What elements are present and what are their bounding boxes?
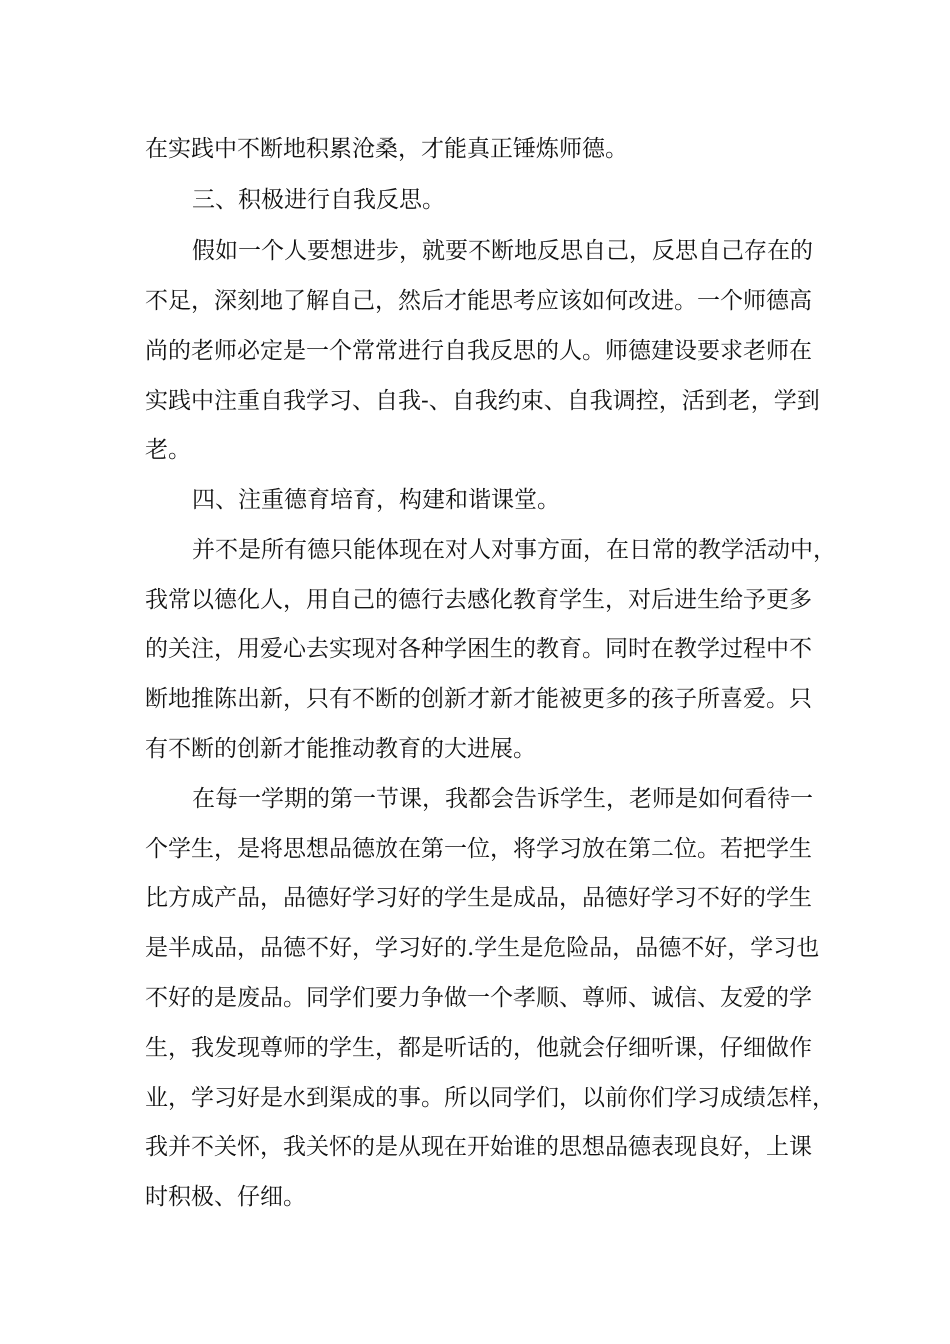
text-line: 我常以德化人，用自己的德行去感化教育学生，对后进生给予更多 — [145, 587, 812, 613]
text-line: 是半成品，品德不好，学习好的.学生是危险品，品德不好，学习也 — [145, 935, 820, 961]
section-heading-4: 四、注重德育培育，构建和谐课堂。 — [192, 487, 560, 513]
text-line: 不足，深刻地了解自己，然后才能思考应该如何改进。一个师德高 — [145, 288, 812, 314]
text-line: 时积极、仔细。 — [145, 1184, 306, 1210]
text-line: 老。 — [145, 437, 191, 463]
text-line: 的关注，用爱心去实现对各种学困生的教育。同时在教学过程中不 — [145, 636, 812, 662]
text-line: 业，学习好是水到渠成的事。所以同学们，以前你们学习成绩怎样， — [145, 1085, 835, 1111]
text-line: 实践中注重自我学习、自我-、自我约束、自我调控，活到老，学到 — [145, 388, 820, 414]
text-line: 在实践中不断地积累沧桑，才能真正锤炼师德。 — [145, 136, 628, 162]
text-line: 生，我发现尊师的学生，都是听话的，他就会仔细听课，仔细做作 — [145, 1035, 812, 1061]
section-heading-3: 三、积极进行自我反思。 — [192, 187, 445, 213]
text-line: 比方成产品，品德好学习好的学生是成品，品德好学习不好的学生 — [145, 885, 812, 911]
text-line: 在每一学期的第一节课，我都会告诉学生，老师是如何看待一 — [192, 786, 813, 812]
text-line: 我并不关怀，我关怀的是从现在开始谁的思想品德表现良好，上课 — [145, 1134, 812, 1160]
text-line: 有不断的创新才能推动教育的大进展。 — [145, 736, 536, 762]
text-line: 并不是所有德只能体现在对人对事方面，在日常的教学活动中， — [192, 537, 836, 563]
text-line: 不好的是废品。同学们要力争做一个孝顺、尊师、诚信、友爱的学 — [145, 985, 812, 1011]
text-line: 假如一个人要想进步，就要不断地反思自己，反思自己存在的 — [192, 238, 813, 264]
text-line: 断地推陈出新，只有不断的创新才新才能被更多的孩子所喜爱。只 — [145, 686, 812, 712]
text-line: 尚的老师必定是一个常常进行自我反思的人。师德建设要求老师在 — [145, 338, 812, 364]
text-line: 个学生，是将思想品德放在第一位，将学习放在第二位。若把学生 — [145, 836, 812, 862]
